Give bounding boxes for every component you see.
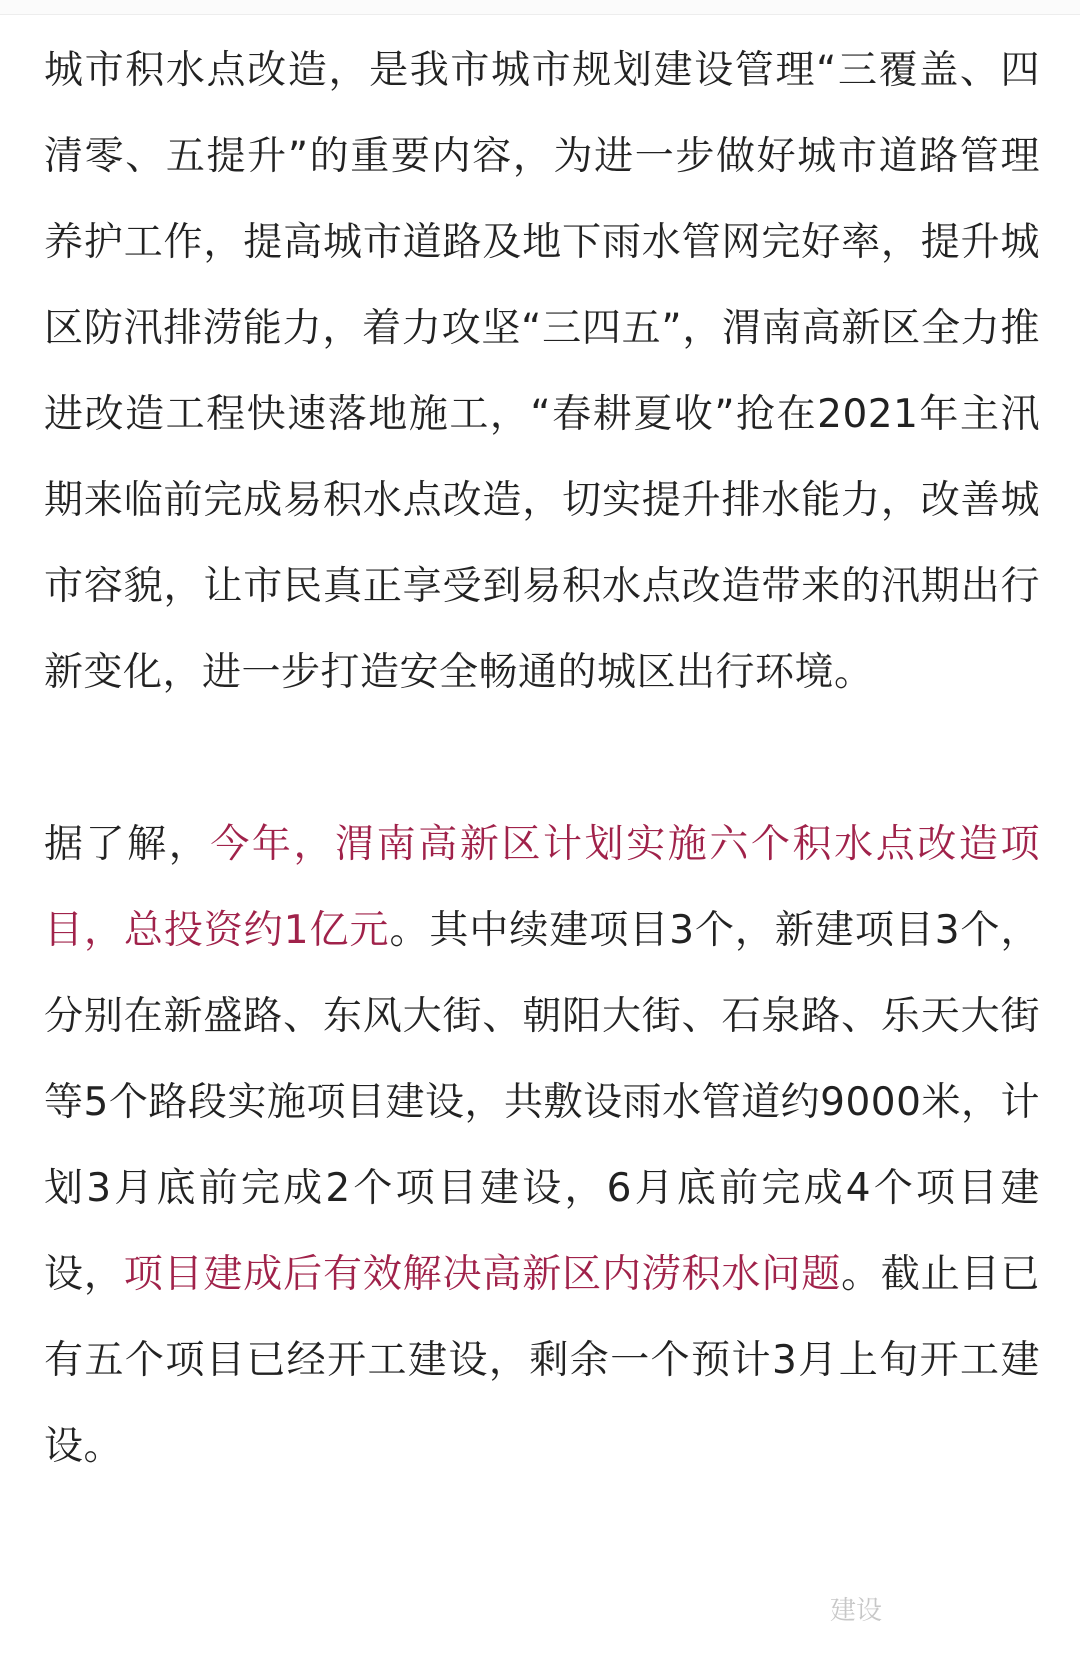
article-body: [44, 28, 1040, 1490]
paragraph-2-details: 。其中续建项目3个，新建项目3个，分别在新盛路、东风大街、朝阳大街、石泉路、乐天大街等5个路段实施项目建设，共敷设雨水管道约9000米，计划3月底前完成2个项目建设，6月底前完成4个项目建设，: [44, 908, 1040, 1297]
watermark: 建设: [830, 1596, 883, 1626]
top-divider: [0, 0, 1080, 15]
paragraph-1-text: 城市积水点改造，是我市城市规划建设管理“三覆盖、四清零、五提升”的重要内容，为进一步做好城市道路管理养护工作，提高城市道路及地下雨水管网完好率，提升城区防汛排涝能力，着力攻坚“三四五”，渭南高新区全力推进改造工程快速落地施工，“春耕夏收”抢在2021年主汛期来临前完成易积水点改造，切实提升排水能力，改善城市容貌，让市民真正享受到易积水点改造带来的汛期出行新变化，进一步打造安全畅通的城区出行环境。: [44, 48, 1040, 695]
highlight-outcome: 项目建成后有效解决高新区内涝积水问题: [123, 1252, 842, 1297]
paragraph-2-intro: 据了解，: [44, 822, 211, 867]
paragraph-2-status: 。截止目已有五个项目已经开工建设，剩余一个预计3月上旬开工建设。: [44, 1252, 1040, 1469]
highlight-investment: 今年，渭南高新区计划实施六个积水点改造项目，总投资约1亿元: [44, 822, 1040, 953]
paragraph-2: [44, 802, 1040, 1490]
paragraph-1: [44, 28, 1040, 716]
